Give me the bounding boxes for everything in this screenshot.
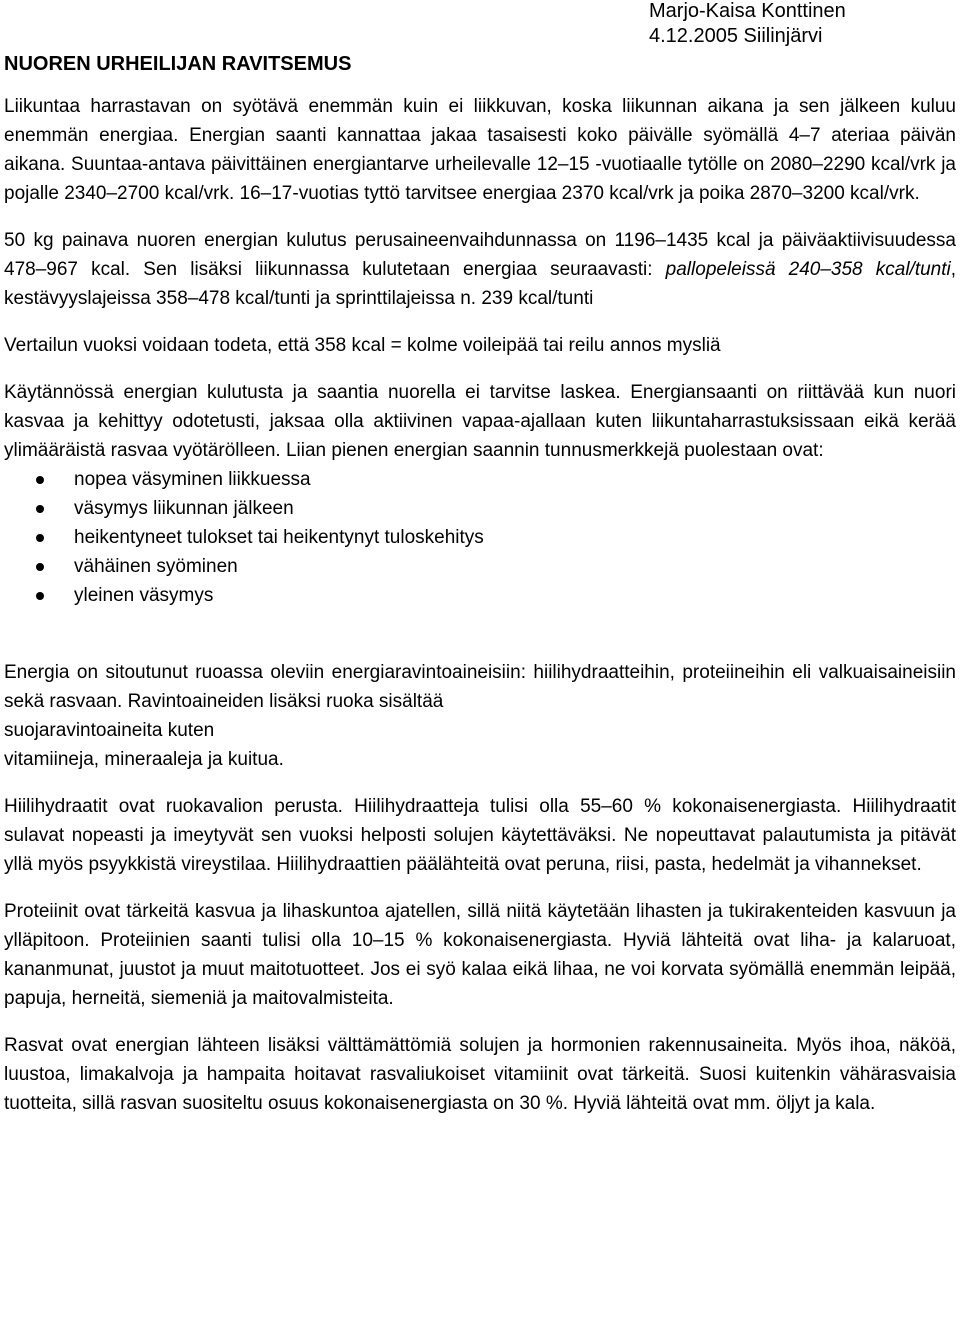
date-place: 4.12.2005 Siilinjärvi xyxy=(649,25,823,47)
bullet-icon xyxy=(36,563,44,571)
author-block xyxy=(649,0,846,49)
document-page xyxy=(4,0,956,1118)
list-item-text: yleinen väsymys xyxy=(74,585,214,606)
proteins-paragraph: Proteiinit ovat tärkeitä kasvua ja lihaskuntoa ajatellen, sillä niitä käytetään lihasten ja tukirakenteiden kasvuun ja ylläpitoon. Proteiinien saanti tulisi olla 10–15 % kokonaisenergiasta. Hyviä lähteitä ovat liha- ja kalaruoat, kananmunat, juustot ja muut maitotuotteet. Jos ei syö kalaa eikä lihaa, ne voi korvata syömällä enemmän leipää, papuja, herneitä, siemeniä ja maitovalmisteita. xyxy=(4,901,956,1009)
intro-paragraph: Liikuntaa harrastavan on syötävä enemmän kuin ei liikkuvan, koska liikunnan aikana ja sen jälkeen kuluu enemmän energiaa. Energian saanti kannattaa jakaa tasaisesti koko päivälle syömällä 4–7 ateriaa päivän aikana. Suuntaa-antava päivittäinen energiantarve urheilevalle 12–15 -vuotiaalle tytölle on 2080–2290 kcal/vrk ja pojalle 2340–2700 kcal/vrk. 16–17-vuotias tyttö tarvitsee energiaa 2370 kcal/vrk ja poika 2870–3200 kcal/vrk. xyxy=(4,96,956,204)
bullet-icon xyxy=(36,505,44,513)
low-energy-signs-list xyxy=(4,465,956,610)
list-item xyxy=(4,494,956,523)
list-item xyxy=(4,552,956,581)
comparison-paragraph: Vertailun vuoksi voidaan todeta, että 358 kcal = kolme voileipää tai reilu annos mysliä xyxy=(4,335,721,356)
list-item-text: väsymys liikunnan jälkeen xyxy=(74,498,294,519)
bullet-icon xyxy=(36,592,44,600)
ball-games-text: pallopeleissä 240–358 kcal/tunti xyxy=(665,259,951,280)
author-name: Marjo-Kaisa Konttinen xyxy=(649,0,846,22)
list-item-text: nopea väsyminen liikkuessa xyxy=(74,469,311,490)
nutrients-line-3: vitamiineja, mineraaleja ja kuitua. xyxy=(4,749,284,770)
document-title: NUOREN URHEILIJAN RAVITSEMUS xyxy=(4,53,352,75)
nutrients-line-2: suojaravintoaineita kuten xyxy=(4,720,215,741)
energy-consumption-paragraph xyxy=(4,226,956,313)
list-item xyxy=(4,465,956,494)
energy-consumption-text: 50 kg painava nuoren energian kulutus perusaineenvaihdunnassa on 1196–1435 kcal ja päiväaktiivisuudessa 478–967 kcal. Sen lisäksi liikunnassa kulutetaan energiaa seuraavasti: xyxy=(4,230,956,280)
carbohydrates-paragraph: Hiilihydraatit ovat ruokavalion perusta. Hiilihydraatteja tulisi olla 55–60 % kokonaisenergiasta. Hiilihydraatit sulavat nopeasti ja imeytyvät sen vuoksi helposti solujen käytettäväksi. Ne nopeuttavat palautumista ja pitävät yllä myös psyykkistä vireystilaa. Hiilihydraattien päälähteitä ovat peruna, riisi, pasta, hedelmät ja vihannekset. xyxy=(4,796,956,875)
fats-paragraph: Rasvat ovat energian lähteen lisäksi välttämättömiä solujen ja hormonien rakennusaineita. Myös ihoa, näköä, luustoa, limakalvoja ja hampaita hoitavat rasvaliukoiset vitamiinit ovat tärkeitä. Suosi kuitenkin vähärasvaisia tuotteita, sillä rasvan suositeltu osuus kokonaisenergiasta on 30 %. Hyviä lähteitä ovat mm. öljyt ja kala. xyxy=(4,1035,956,1114)
list-item xyxy=(4,581,956,610)
nutrients-paragraph: Energia on sitoutunut ruoassa oleviin energiaravintoaineisiin: hiilihydraatteihin, proteiineihin eli valkuaisaineisiin sekä rasvaan. Ravintoaineiden lisäksi ruoka sisältää xyxy=(4,662,956,712)
sports-rates-text: , kestävyyslajeissa 358–478 kcal/tunti ja sprinttilajeissa n. 239 kcal/tunti xyxy=(4,259,957,309)
practical-paragraph: Käytännössä energian kulutusta ja saantia nuorella ei tarvitse laskea. Energiansaanti on riittävää kun nuori kasvaa ja kehittyy odotetusti, jaksaa olla aktiivinen vapaa-ajallaan kuten liikuntaharrastuksissaan eikä kerää ylimääräistä rasvaa vyötärölleen. Liian pienen energian saannin tunnusmerkkejä puolestaan ovat: xyxy=(4,382,956,461)
bullet-icon xyxy=(36,476,44,484)
list-item-text: vähäinen syöminen xyxy=(74,556,238,577)
list-item xyxy=(4,523,956,552)
bullet-icon xyxy=(36,534,44,542)
document-header xyxy=(4,0,956,92)
list-item-text: heikentyneet tulokset tai heikentynyt tuloskehitys xyxy=(74,527,484,548)
